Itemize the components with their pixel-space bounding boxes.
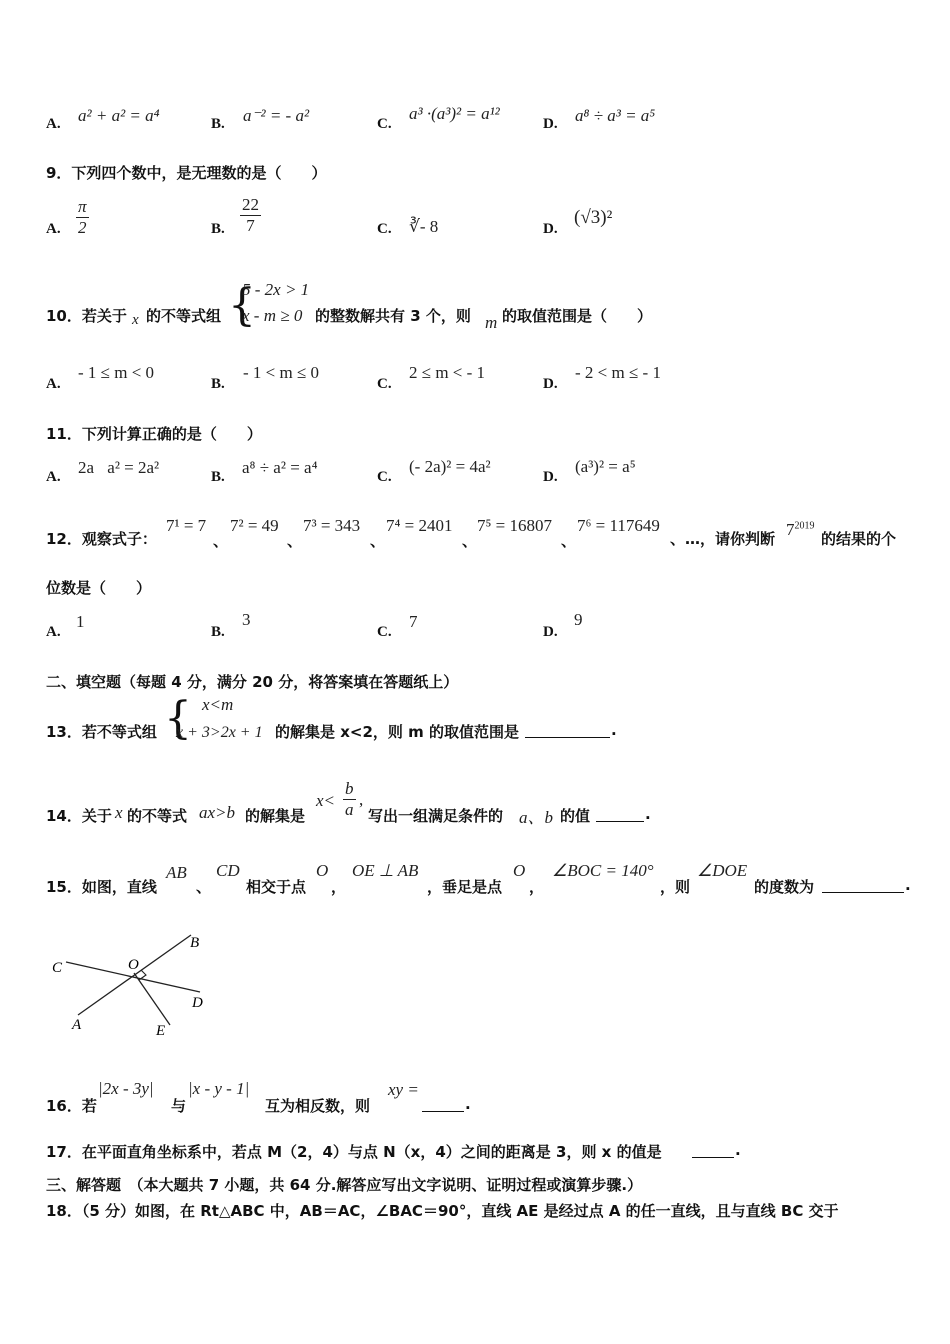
q14-comma: ,	[359, 790, 364, 809]
q11-option-c-label: C.	[377, 469, 392, 485]
q14-var-x: x	[115, 803, 123, 822]
q15-point-o: O	[316, 861, 329, 880]
q14-mid-1: 的不等式	[127, 807, 188, 825]
q15-label-e: E	[156, 1023, 166, 1039]
q10-suffix-1: 的整数解共有 3 个，则	[315, 307, 471, 325]
q12-prefix: 12．观察式子：	[46, 530, 157, 548]
q12-expr-3: 7³ = 343	[303, 516, 361, 535]
q13-suffix: 的解集是 x<2，则 m 的取值范围是	[275, 723, 519, 741]
q8-option-a: a² + a² = a⁴	[78, 106, 160, 125]
q8-option-a-label: A.	[46, 116, 61, 132]
q13-end: .	[611, 721, 617, 739]
q12-option-d: 9	[574, 610, 583, 629]
section-2-heading: 二、填空题（每题 4 分，满分 20 分，将答案填在答题纸上）	[46, 673, 459, 691]
q13-prefix: 13．若不等式组	[46, 723, 157, 741]
q15-sep: 、	[196, 878, 212, 896]
q10-option-a: - 1 ≤ m < 0	[78, 363, 155, 382]
q14-end: .	[645, 805, 651, 823]
q14-answer-blank[interactable]	[596, 806, 644, 822]
q11-stem: 11．下列计算正确的是（ ）	[46, 425, 262, 443]
q10-var-m: m	[485, 313, 498, 332]
q10-option-d-label: D.	[543, 376, 558, 392]
q17-text: 17．在平面直角坐标系中，若点 M（2，4）与点 N（x，4）之间的距离是 3，则 x 的值是	[46, 1143, 662, 1161]
q14-solution-fraction	[343, 779, 356, 820]
q14-mid-3: 写出一组满足条件的	[368, 807, 504, 825]
q12-suffix: 的结果的个	[821, 530, 897, 548]
q8-option-b: a⁻² = - a²	[243, 106, 310, 125]
q15-line-cd: CD	[216, 861, 240, 880]
q9-option-a	[76, 197, 89, 238]
q12-expr-1: 7¹ = 7	[166, 516, 207, 535]
q8-option-d-label: D.	[543, 116, 558, 132]
q12-sep-1: 、	[213, 532, 229, 550]
q15-end: .	[905, 876, 911, 894]
q14-suffix: 的值	[560, 807, 591, 825]
q9-option-b	[240, 195, 261, 236]
q9-option-b-numerator: 22	[242, 195, 259, 214]
q12-sep-3: 、	[370, 532, 386, 550]
q11-option-d-label: D.	[543, 469, 558, 485]
q12-sep-5: 、	[561, 532, 577, 550]
q16-abs-1: |2x - 3y|	[98, 1079, 154, 1098]
q12-sep-2: 、	[287, 532, 303, 550]
q9-option-d-label: D.	[543, 221, 558, 237]
q12-line-2: 位数是（ ）	[46, 579, 152, 597]
q13-system-brace: {	[164, 693, 192, 744]
q10-option-c-label: C.	[377, 376, 392, 392]
q15-label-a: A	[72, 1017, 82, 1033]
q14-solution-lhs: x<	[316, 791, 336, 810]
q12-power	[786, 520, 815, 540]
q12-option-a: 1	[76, 612, 85, 631]
q14-mid-2: 的解集是	[245, 807, 306, 825]
q17-end: .	[735, 1141, 741, 1159]
q14-expression: ax>b	[199, 803, 236, 822]
q10-option-c: 2 ≤ m < - 1	[409, 363, 486, 382]
q15-label-c: C	[52, 960, 63, 976]
q16-end: .	[465, 1095, 471, 1113]
q16-prefix: 16．若	[46, 1097, 97, 1115]
q15-point-o-2: O	[513, 861, 526, 880]
q9-option-a-numerator: π	[78, 197, 87, 216]
q8-option-b-label: B.	[211, 116, 225, 132]
q16-mid: 与	[171, 1097, 187, 1115]
q12-option-c: 7	[409, 612, 418, 631]
q15-prefix: 15．如图，直线	[46, 878, 157, 896]
q10-inequality-2: x - m ≥ 0	[242, 306, 303, 325]
q9-option-b-denominator: 7	[246, 216, 255, 235]
q12-power-base: 7	[786, 520, 795, 539]
q11-option-c: (- 2a)² = 4a²	[409, 457, 491, 476]
q13-inequality-1: x<m	[202, 695, 234, 714]
q11-option-a: 2a⃞a² = 2a²	[78, 458, 160, 477]
q10-option-b: - 1 < m ≤ 0	[243, 363, 320, 382]
q16-suffix: 互为相反数，则	[265, 1097, 371, 1115]
q15-figure	[40, 925, 220, 1045]
q15-perpendicular: OE ⊥ AB	[352, 861, 419, 880]
q8-option-d: a⁸ ÷ a³ = a⁵	[575, 106, 656, 125]
q10-system-brace: {	[228, 280, 256, 331]
q12-power-exp: 2019	[794, 520, 815, 532]
q12-option-b-label: B.	[211, 624, 225, 640]
q12-expr-4: 7⁴ = 2401	[386, 516, 453, 535]
q10-inequality-1: 5 - 2x > 1	[242, 280, 310, 299]
q16-xy: xy =	[388, 1080, 419, 1099]
q13-answer-blank[interactable]	[525, 722, 610, 738]
q15-line-ab-figure	[78, 935, 191, 1015]
q12-expr-6: 7⁶ = 117649	[577, 516, 660, 535]
q12-option-c-label: C.	[377, 624, 392, 640]
q10-suffix-2: 的取值范围是（ ）	[502, 307, 653, 325]
q9-stem: 9．下列四个数中，是无理数的是（ ）	[46, 164, 327, 182]
q9-option-d: (√3)²	[574, 207, 613, 228]
q15-comma-1: ，	[331, 878, 347, 896]
q9-option-a-label: A.	[46, 221, 61, 237]
q15-line-ab: AB	[166, 863, 187, 882]
q14-solution-numerator: b	[345, 779, 354, 798]
q11-option-b: a⁸ ÷ a² = a⁴	[242, 458, 318, 477]
section-3-heading: 三、解答题 （本大题共 7 小题，共 64 分.解答应写出文字说明、证明过程或演算步骤.）	[46, 1176, 643, 1194]
q15-answer-blank[interactable]	[822, 877, 904, 893]
q14-prefix: 14．关于	[46, 807, 112, 825]
q10-var-x: x	[132, 312, 139, 328]
q10-option-a-label: A.	[46, 376, 61, 392]
q8-option-c-label: C.	[377, 116, 392, 132]
q14-solution-denominator: a	[345, 800, 354, 819]
q12-option-a-label: A.	[46, 624, 61, 640]
q16-answer-blank[interactable]	[422, 1096, 464, 1112]
q8-option-c: a³ ·(a³)² = a¹²	[409, 104, 500, 123]
q11-option-d: (a³)² = a⁵	[575, 457, 636, 476]
q17-answer-blank[interactable]	[692, 1142, 734, 1158]
q11-option-b-label: B.	[211, 469, 225, 485]
q9-option-b-label: B.	[211, 221, 225, 237]
q15-text-1: 相交于点	[246, 878, 307, 896]
q10-mid: 的不等式组	[146, 307, 222, 325]
q16-abs-2: |x - y - 1|	[188, 1079, 250, 1098]
q11-option-a-label: A.	[46, 469, 61, 485]
q15-text-3: ，则	[660, 878, 691, 896]
q9-option-a-denominator: 2	[78, 218, 87, 237]
q15-angle-doe: ∠DOE	[697, 861, 748, 880]
q14-ab: a、b	[519, 808, 553, 827]
q12-sep-4: 、	[462, 532, 478, 550]
q15-label-b: B	[190, 935, 200, 951]
q13-inequality-2: x + 3>2x + 1	[176, 724, 263, 741]
q9-option-c-label: C.	[377, 221, 392, 237]
q15-angle-boc: ∠BOC = 140°	[552, 861, 654, 880]
q10-option-b-label: B.	[211, 376, 225, 392]
q15-label-d: D	[192, 995, 203, 1011]
q15-text-4: 的度数为	[754, 878, 815, 896]
q12-expr-2: 7² = 49	[230, 516, 279, 535]
q12-option-b: 3	[242, 610, 251, 629]
q9-option-c: ∛- 8	[409, 217, 439, 236]
q12-mid: 、…，请你判断	[670, 530, 776, 548]
q10-prefix: 10．若关于	[46, 307, 127, 325]
q12-option-d-label: D.	[543, 624, 558, 640]
q12-expr-5: 7⁵ = 16807	[477, 516, 553, 535]
q15-text-2: ，垂足是点	[427, 878, 503, 896]
q18-text: 18．（5 分）如图，在 Rt△ABC 中，AB＝AC，∠BAC＝90°，直线 AE 是经过点 A 的任一直线，且与直线 BC 交于	[46, 1202, 839, 1220]
q15-label-o: O	[128, 957, 139, 973]
q15-comma-2: ，	[529, 878, 545, 896]
q10-option-d: - 2 < m ≤ - 1	[575, 363, 661, 382]
